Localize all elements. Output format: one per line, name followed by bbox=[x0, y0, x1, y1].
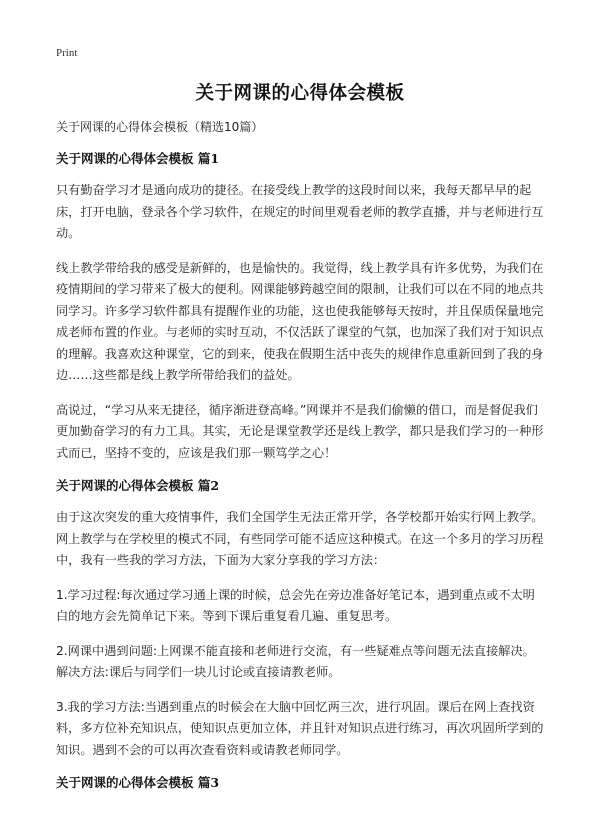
section-3 bbox=[56, 774, 544, 792]
paragraph: 1.学习过程:每次通过学习通上课的时候，总会先在旁边准备好笔记本，遇到重点或不太明白的地方会先简单记下来。等到下课后重复看几遍、重复思考。 bbox=[56, 587, 535, 623]
paragraph: 线上教学带给我的感受是新鲜的，也是愉快的。我觉得，线上教学具有许多优势，为我们在疫情期间的学习带来了极大的便利。网课能够跨越空间的限制，让我们可以在不同的地点共同学习。许多学习软件都具有提醒作业的功能，这也使我能够每天按时，并且保质保量地完成老师布置的作业。与老师的实时互动，不仅活跃了课堂的气氛，也加深了我们对于知识点的理解。我喜欢这种课堂，它的到来，使我在假期生活中丧失的规律作息重新回到了我的身边……这些都是线上教学所带给我们的益处。 bbox=[56, 260, 544, 382]
section-heading: 关于网课的心得体会模板 篇3 bbox=[56, 775, 220, 790]
paragraph: 只有勤奋学习才是通向成功的捷径。在接受线上教学的这段时间以来，我每天都早早的起床，打开电脑，登录各个学习软件，在规定的时间里观看老师的教学直播，并与老师进行互动。 bbox=[56, 183, 544, 240]
document-subtitle: 关于网课的心得体会模板（精选10篇） bbox=[56, 120, 264, 134]
document-body bbox=[56, 118, 544, 804]
paragraph: 3.我的学习方法:当遇到重点的时候会在大脑中回忆两三次，进行巩固。课后在网上查找资料，多方位补充知识点，使知识点更加立体，并且针对知识点进行练习，再次巩固所学到的知识。遇到不会的可以再次查看资料或请教老师同学。 bbox=[56, 699, 544, 757]
print-link[interactable]: Print bbox=[56, 47, 78, 59]
paragraph: 高说过，“学习从来无捷径，循序渐进登高峰。”网课并不是我们偷懒的借口，而是督促我们更加勤奋学习的有力工具。其实，无论是课堂教学还是线上教学，都只是我们学习的一种形式而已，坚持不变的，应该是我们那一颗笃学之心！ bbox=[56, 402, 544, 460]
section-1 bbox=[56, 150, 544, 464]
page-title: 关于网课的心得体会模板 bbox=[195, 83, 405, 104]
paragraph: 由于这次突发的重大疫情事件，我们全国学生无法正常开学，各学校都开始实行网上教学。网上教学与在学校里的模式不同，有些同学可能不适应这种模式。在这一个多月的学习历程中，我有一些我的学习方法，下面为大家分享我的学习方法： bbox=[56, 510, 544, 567]
section-heading: 关于网课的心得体会模板 篇1 bbox=[56, 151, 220, 166]
section-2 bbox=[56, 477, 544, 761]
section-heading: 关于网课的心得体会模板 篇2 bbox=[56, 478, 220, 493]
paragraph: 2.网课中遇到问题:上网课不能直接和老师进行交流，有一些疑难点等问题无法直接解决。解决方法:课后与同学们一块儿讨论或直接请教老师。 bbox=[56, 643, 535, 679]
